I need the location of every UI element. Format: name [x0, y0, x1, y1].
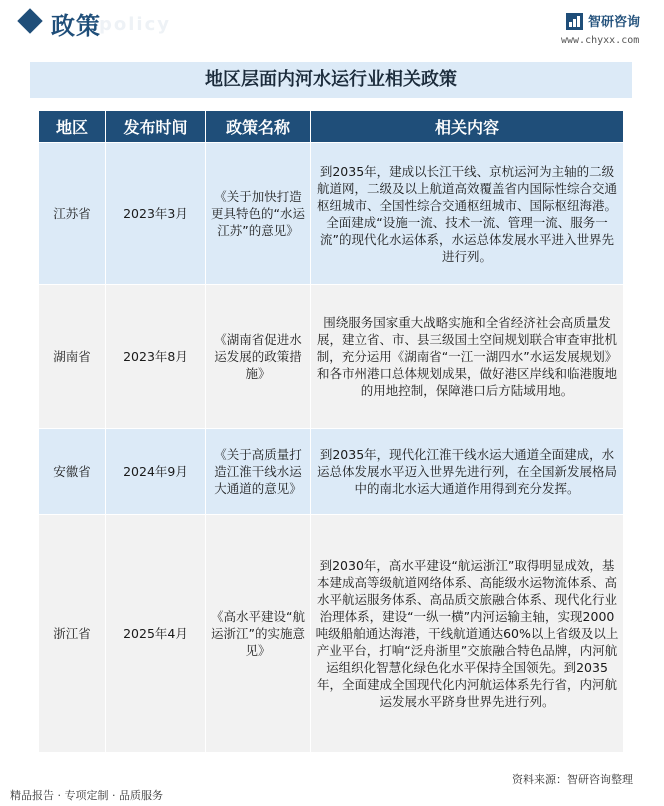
- policy-cell: 《高水平建设“航运浙江”的实施意见》: [206, 515, 311, 753]
- policy-cell: 《关于高质量打造江淮干线水运大通道的意见》: [206, 429, 311, 515]
- brand-url: www.chyxx.com: [561, 35, 640, 46]
- region-cell: 江苏省: [39, 143, 106, 285]
- policy-table: [38, 110, 624, 753]
- content-cell: 到2035年，建成以长江干线、京杭运河为主轴的二级航道网，二级及以上航道高效覆盖省内国际性综合交通枢纽城市、全国性综合交通枢纽城市、国际枢纽海港。全面建成“设施一流、技术一流、管理一流、服务一流”的现代化水运体系，水运总体发展水平进入世界先进行列。: [311, 143, 624, 285]
- region-cell: 浙江省: [39, 515, 106, 753]
- page-header: [0, 0, 664, 46]
- table-title-bar: [30, 62, 632, 98]
- column-header-content: 相关内容: [311, 111, 624, 143]
- date-cell: 2024年9月: [106, 429, 206, 515]
- column-header-date: 发布时间: [106, 111, 206, 143]
- table-title: 地区层面内河水运行业相关政策: [205, 69, 457, 90]
- table-row: [39, 285, 624, 429]
- column-header-policy: 政策名称: [206, 111, 311, 143]
- table-row: [39, 143, 624, 285]
- date-cell: 2025年4月: [106, 515, 206, 753]
- section-watermark: policy: [99, 14, 171, 35]
- content-cell: 围绕服务国家重大战略实施和全省经济社会高质量发展，建立省、市、县三级国土空间规划联合审查审批机制，充分运用《湖南省“一江一湖四水”水运发展规划》和各市州港口总体规划成果，做好港区岸线和临港腹地的用地控制，保障港口后方陆域用地。: [311, 285, 624, 429]
- date-cell: 2023年8月: [106, 285, 206, 429]
- diamond-bullet-icon: [17, 8, 42, 33]
- policy-cell: 《关于加快打造更具特色的“水运江苏”的意见》: [206, 143, 311, 285]
- content-cell: 到2035年，现代化江淮干线水运大通道全面建成，水运总体发展水平迈入世界先进行列，在全国新发展格局中的南北水运大通道作用得到充分发挥。: [311, 429, 624, 515]
- content-cell: 到2030年，高水平建设“航运浙江”取得明显成效，基本建成高等级航道网络体系、高能级水运物流体系、高水平航运服务体系、高品质交旅融合体系、现代化行业治理体系，建设“一纵一横”内河运输主轴，实现2000吨级船舶通达海港，干线航道通达60%以上省级及以上产业平台，打响“泛舟浙里”交旅融合特色品牌，内河航运组织化智慧化绿色化水平保持全国领先。到2035年，全面建成全国现代化内河航运体系先行省，内河航运发展水平跻身世界先进行列。: [311, 515, 624, 753]
- region-cell: 安徽省: [39, 429, 106, 515]
- chyxx-logo-icon: [566, 13, 583, 30]
- table-header-row: [39, 111, 624, 143]
- column-header-region: 地区: [39, 111, 106, 143]
- date-cell: 2023年3月: [106, 143, 206, 285]
- policy-cell: 《湖南省促进水运发展的政策措施》: [206, 285, 311, 429]
- table-row: [39, 429, 624, 515]
- source-note: 资料来源：智研咨询整理: [512, 773, 633, 786]
- brand-name: 智研咨询: [588, 15, 641, 30]
- services-tagline: 精品报告 · 专项定制 · 品质服务: [10, 789, 163, 802]
- table-row: [39, 515, 624, 753]
- section-title: 政策: [51, 12, 101, 40]
- region-cell: 湖南省: [39, 285, 106, 429]
